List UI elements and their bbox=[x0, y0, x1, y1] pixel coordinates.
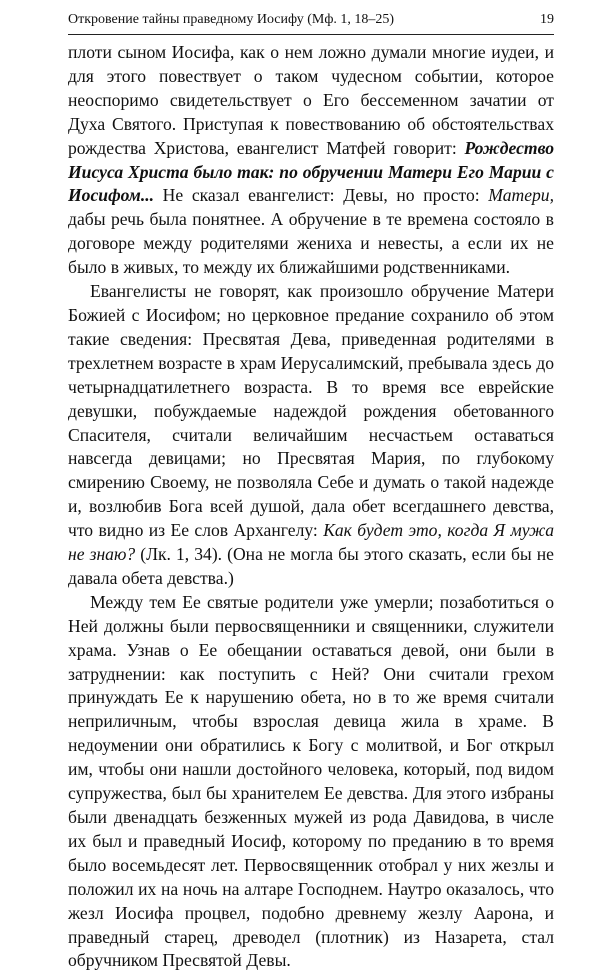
scripture-quote-bold: Рождество Иисуса Христа было так: по обручении Матери Его Марии с Иосифом... bbox=[68, 137, 554, 206]
running-header bbox=[68, 10, 554, 32]
header-rule bbox=[68, 34, 554, 35]
text-segment: Не сказал евангелист: Девы, но просто: bbox=[154, 185, 489, 206]
italic-word: Матери, bbox=[488, 185, 554, 206]
running-title: Откровение тайны праведному Иосифу (Мф. 1, 18–25) bbox=[68, 12, 395, 27]
page-number: 19 bbox=[540, 12, 554, 27]
text-segment: дабы речь была понятнее. А обручение в те времена состояло в договоре между родителями жениха и невесты, а если их не было в живых, то между их ближайшими родственниками. bbox=[68, 209, 554, 278]
body-text bbox=[68, 41, 554, 973]
scripture-quote-italic: Как будет это, когда Я мужа не знаю? bbox=[68, 520, 554, 565]
text-segment: Евангелисты не говорят, как произошло обручение Матери Божией с Иосифом; но церковное предание сохранило об этом такие сведения: Пресвятая Дева, приведенная родителями в трехлетнем возрасте в храм Иерусалимский, пребывала здесь до четырнадцатилетнего возраста. В то время все еврейские девушки, побуждаемые надеждой рождения обетованного Спасителя, считали величайшим несчастьем оставаться навсегда девицами; но Пресвятая Мария, по глубокому смирению Своему, не позволяла Себе и думать о такой надежде и, возлюбив Бога всей душой, дала обет всегдашнего девства, что видно из Ее слов Архангелу: bbox=[68, 281, 554, 541]
paragraph-3 bbox=[68, 591, 554, 973]
text-segment: Между тем Ее святые родители уже умерли; позаботиться о Ней должны были первосвященники и священники, служители храма. Узнав о Ее обещании оставаться девой, они были в затруднении: как поступить с Ней? Они считали грехом принуждать Ее к нарушению обета, но в то же время считали неприличным, чтобы взрослая девица жила в храме. В недоумении они обратились к Богу с молитвой, и Бог открыл им, чтобы они нашли достойного человека, который, под видом супружества, был бы хранителем Ее девства. Для этого избраны были двенадцать безженных мужей из рода Давидова, в числе их был и праведный Иосиф, которому по преданию в то время было восемьдесят лет. Первосвященник отобрал у них жезлы и положил их на ночь на алтаре Господнем. Наутро оказалось, что жезл Иосифа процвел, подобно древнему жезлу Аарона, и праведный старец, древодел (плотник) из Назарета, стал обручником Пресвятой Девы. bbox=[68, 591, 554, 971]
paragraph-1 bbox=[68, 41, 554, 280]
paragraph-2 bbox=[68, 280, 554, 591]
text-segment: (Лк. 1, 34). (Она не могла бы этого сказать, если бы не давала обета девства.) bbox=[68, 544, 554, 588]
text-segment: плоти сыном Иосифа, как о нем ложно думали многие иудеи, и для этого повествует о таком чудесном событии, которое неоспоримо свидетельствует о Его бессеменном зачатии от Духа Святого. Приступая к повествованию об обстоятельствах рождества Христова, евангелист Матфей говорит: bbox=[68, 42, 554, 158]
